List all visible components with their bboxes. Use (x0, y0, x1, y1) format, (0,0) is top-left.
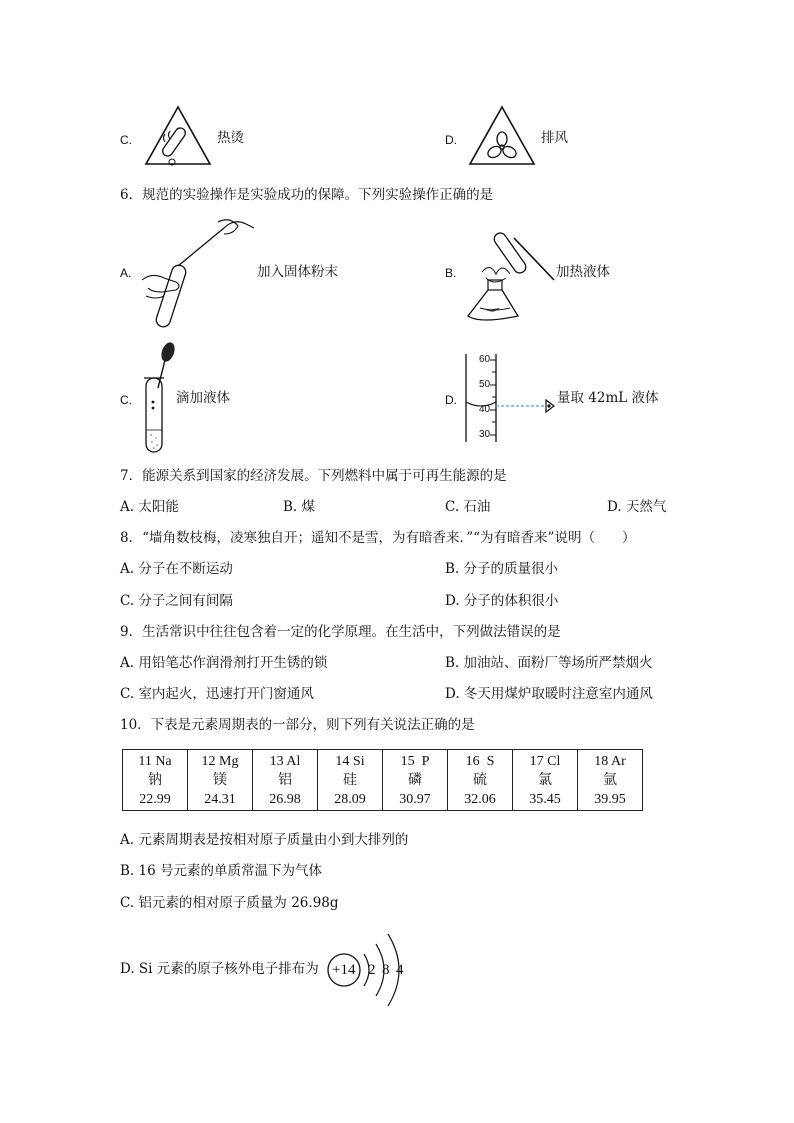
q7-option-b: B. 煤 (283, 499, 316, 515)
tick-50: 50 (479, 379, 491, 390)
q5-option-c-label: 热烫 (217, 130, 244, 146)
q10-stem: 10．下表是元素周期表的一部分，则下列有关说法正确的是 (120, 717, 475, 733)
q5-option-c-letter: C. (120, 133, 132, 147)
element-cell-p: 15 P 磷 30.97 (383, 750, 448, 811)
element-cell-s: 16 S 硫 32.06 (448, 750, 513, 811)
q10-option-d: D. Si 元素的原子核外电子排布为 (120, 961, 319, 977)
shell-1-electrons: 2 (368, 962, 376, 978)
periodic-table-fragment (122, 749, 643, 811)
q5-option-d-label: 排风 (541, 130, 568, 146)
q9-stem: 9．生活常识中往往包含着一定的化学原理。在生活中，下列做法错误的是 (120, 624, 561, 640)
nucleus-charge: +14 (332, 962, 356, 978)
q6-option-a-letter: A. (120, 266, 132, 280)
q9-option-d: D. 冬天用煤炉取暖时注意室内通风 (445, 686, 653, 702)
q7-option-c: C. 石油 (445, 499, 491, 515)
hot-test-tube-warning-icon (143, 104, 213, 168)
heating-liquid-figure (462, 220, 562, 330)
q6-option-c-letter: C. (120, 393, 132, 407)
q8-option-b: B. 分子的质量很小 (445, 561, 559, 577)
tick-60: 60 (479, 354, 491, 365)
q6-option-c-label: 滴加液体 (176, 390, 230, 406)
q8-option-c: C. 分子之间有间隔 (120, 593, 233, 609)
shell-2-electrons: 8 (382, 962, 390, 978)
q10-option-b: B. 16 号元素的单质常温下为气体 (120, 863, 322, 879)
q6-option-d-letter: D. (445, 393, 457, 407)
shell-3-electrons: 4 (396, 962, 404, 978)
q6-option-a-label: 加入固体粉末 (257, 264, 338, 280)
q6-option-d-label: 量取 42mL 液体 (557, 390, 659, 406)
q8-option-d: D. 分子的体积很小 (445, 593, 559, 609)
q7-option-d: D. 天然气 (607, 499, 667, 515)
q6-option-b-label: 加热液体 (556, 264, 610, 280)
element-cell-si: 14 Si 硅 28.09 (318, 750, 383, 811)
element-cell-ar: 18 Ar 氩 39.95 (578, 750, 643, 811)
element-cell-mg: 12 Mg 镁 24.31 (188, 750, 253, 811)
q5-option-d-letter: D. (445, 133, 457, 147)
q6-option-b-letter: B. (445, 266, 457, 280)
q6-stem: 6．规范的实验操作是实验成功的保障。下列实验操作正确的是 (120, 187, 494, 203)
tick-40: 40 (479, 404, 491, 415)
element-cell-al: 13 Al 铝 26.98 (253, 750, 318, 811)
element-cell-na: 11 Na 钠 22.99 (123, 750, 188, 811)
q8-stem: 8．“墙角数枝梅，凌寒独自开；遥知不是雪，为有暗香来．”“为有暗香来”说明（ ） (120, 530, 636, 546)
q7-stem: 7．能源关系到国家的经济发展。下列燃料中属于可再生能源的是 (120, 468, 507, 484)
q9-option-c: C. 室内起火，迅速打开门窗通风 (120, 686, 314, 702)
fan-warning-icon (467, 104, 537, 168)
q8-option-a: A. 分子在不断运动 (120, 561, 233, 577)
element-cell-cl: 17 Cl 氯 35.45 (513, 750, 578, 811)
tick-30: 30 (479, 429, 491, 440)
powder-adding-figure (138, 212, 258, 332)
q9-option-b: B. 加油站、面粉厂等场所严禁烟火 (445, 655, 653, 671)
q7-option-a: A. 太阳能 (120, 499, 179, 515)
measuring-cylinder-figure (462, 350, 562, 445)
q10-option-c: C. 铝元素的相对原子质量为 26.98g (120, 895, 339, 911)
q9-option-a: A. 用铅笔芯作润滑剂打开生锈的锁 (120, 655, 328, 671)
q10-option-a: A. 元素周期表是按相对原子质量由小到大排列的 (120, 832, 409, 848)
